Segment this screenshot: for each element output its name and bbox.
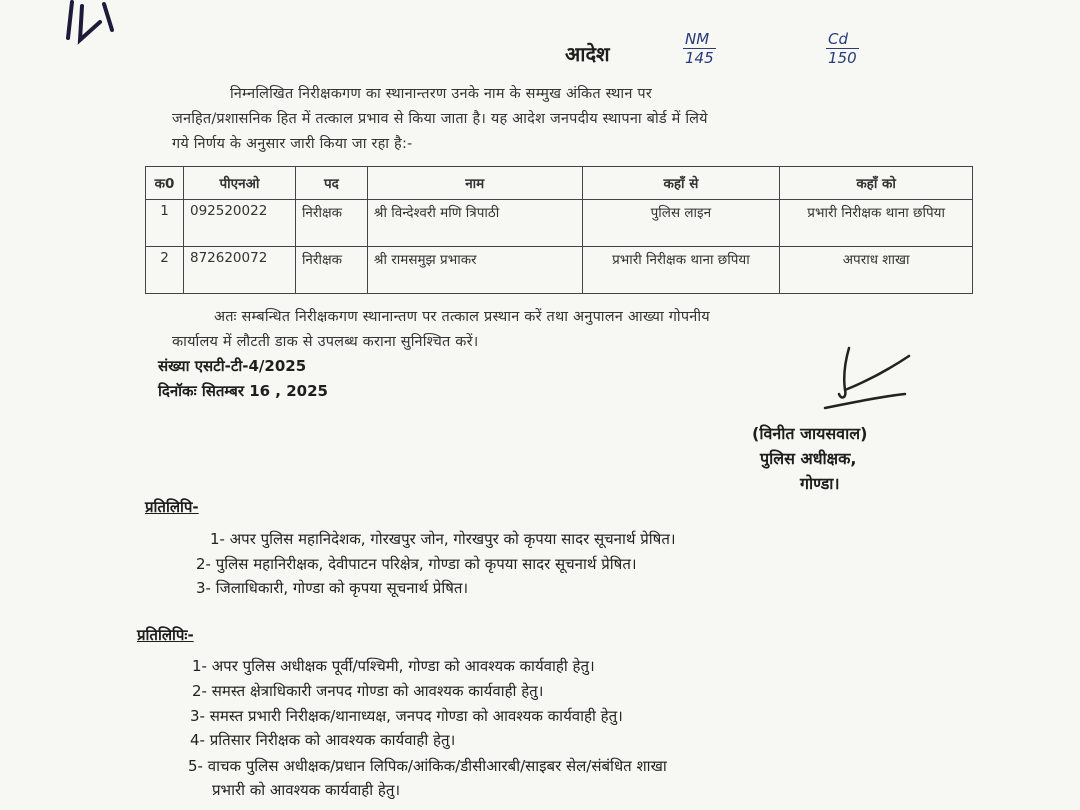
col-header-name: नाम (367, 167, 582, 200)
signatory-designation: पुलिस अधीक्षक, (760, 449, 857, 468)
list-item: 2- पुलिस महानिरीक्षक, देवीपाटन परिक्षेत्र, गोण्डा को कृपया सादर सूचनार्थ प्रेषित। (196, 555, 637, 573)
reference-number: संख्या एसटी-टी-4/2025 (158, 357, 307, 375)
copy-heading-2: प्रतिलिपिः- (137, 626, 194, 644)
col-header-post: पद (295, 167, 367, 200)
signatory-district: गोण्डा। (800, 474, 840, 493)
list-item: 3- जिलाधिकारी, गोण्डा को कृपया सूचनार्थ प्रेषित। (196, 579, 469, 597)
intro-line: जनहित/प्रशासनिक हित में तत्काल प्रभाव से किया जाता है। यह आदेश जनपदीय स्थापना बोर्ड में लिये (172, 111, 708, 127)
cell-name: श्री विन्देश्वरी मणि त्रिपाठी (367, 200, 582, 247)
cell-from: पुलिस लाइन (582, 200, 780, 247)
list-item: 3- समस्त प्रभारी निरीक्षक/थानाध्यक्ष, जनपद गोण्डा को आवश्यक कार्यवाही हेतु। (190, 707, 623, 725)
cell-to: प्रभारी निरीक्षक थाना छपिया (780, 200, 973, 247)
list-item: 5- वाचक पुलिस अधीक्षक/प्रधान लिपिक/आंकिक/डीसीआरबी/साइबर सेल/संबंधित शाखा (188, 757, 667, 775)
cell-serial: 2 (146, 247, 184, 294)
table-row (146, 200, 973, 247)
list-item: 1- अपर पुलिस महानिदेशक, गोरखपुर जोन, गोरखपुर को कृपया सादर सूचनार्थ प्रेषित। (210, 530, 676, 548)
corner-scribble-mark (60, 0, 130, 50)
cell-to: अपराध शाखा (780, 247, 973, 294)
intro-line: निम्नलिखित निरीक्षकगण का स्थानान्तरण उनके नाम के सम्मुख अंकित स्थान पर (230, 86, 653, 102)
receipt-mark-2: Cd 150 (828, 30, 857, 67)
cell-post: निरीक्षक (295, 200, 367, 247)
col-header-pno: पीएनओ (183, 167, 295, 200)
closing-line: अतः सम्बन्धित निरीक्षकगण स्थानान्तण पर तत्काल प्रस्थान करें तथा अनुपालन आख्या गोपनीय (214, 309, 710, 325)
cell-name: श्री रामसमुझ प्रभाकर (367, 247, 582, 294)
intro-paragraph (172, 82, 972, 157)
cell-pno: 092520022 (183, 200, 295, 247)
signatory-block (752, 421, 867, 496)
cell-post: निरीक्षक (295, 247, 367, 294)
list-item: 1- अपर पुलिस अधीक्षक पूर्वी/पश्चिमी, गोण्डा को आवश्यक कार्यवाही हेतु। (192, 657, 595, 675)
col-header-serial: क0 (146, 167, 184, 200)
table-header-row (146, 167, 973, 200)
signatory-name: (विनीत जायसवाल) (752, 424, 868, 443)
table-row (146, 247, 973, 294)
col-header-from: कहाँ से (582, 167, 780, 200)
intro-line: गये निर्णय के अनुसार जारी किया जा रहा है:- (172, 136, 413, 152)
order-date: दिनॉकः सितम्बर 16 , 2025 (158, 382, 328, 400)
cell-serial: 1 (146, 200, 184, 247)
cell-pno: 872620072 (183, 247, 295, 294)
signature (805, 342, 915, 417)
list-item: 4- प्रतिसार निरीक्षक को आवश्यक कार्यवाही हेतु। (190, 731, 456, 749)
list-item: प्रभारी को आवश्यक कार्यवाही हेतु। (212, 781, 401, 799)
col-header-to: कहाँ को (780, 167, 973, 200)
list-item: 2- समस्त क्षेत्राधिकारी जनपद गोण्डा को आवश्यक कार्यवाही हेतु। (192, 682, 544, 700)
closing-line: कार्यालय में लौटती डाक से उपलब्ध कराना सुनिश्चित करें। (172, 334, 479, 350)
transfer-table (145, 166, 973, 294)
cell-from: प्रभारी निरीक्षक थाना छपिया (582, 247, 780, 294)
receipt-mark-1: NM 145 (685, 30, 714, 67)
copy-heading-1: प्रतिलिपि- (145, 498, 199, 516)
page-title: आदेश (565, 42, 610, 66)
